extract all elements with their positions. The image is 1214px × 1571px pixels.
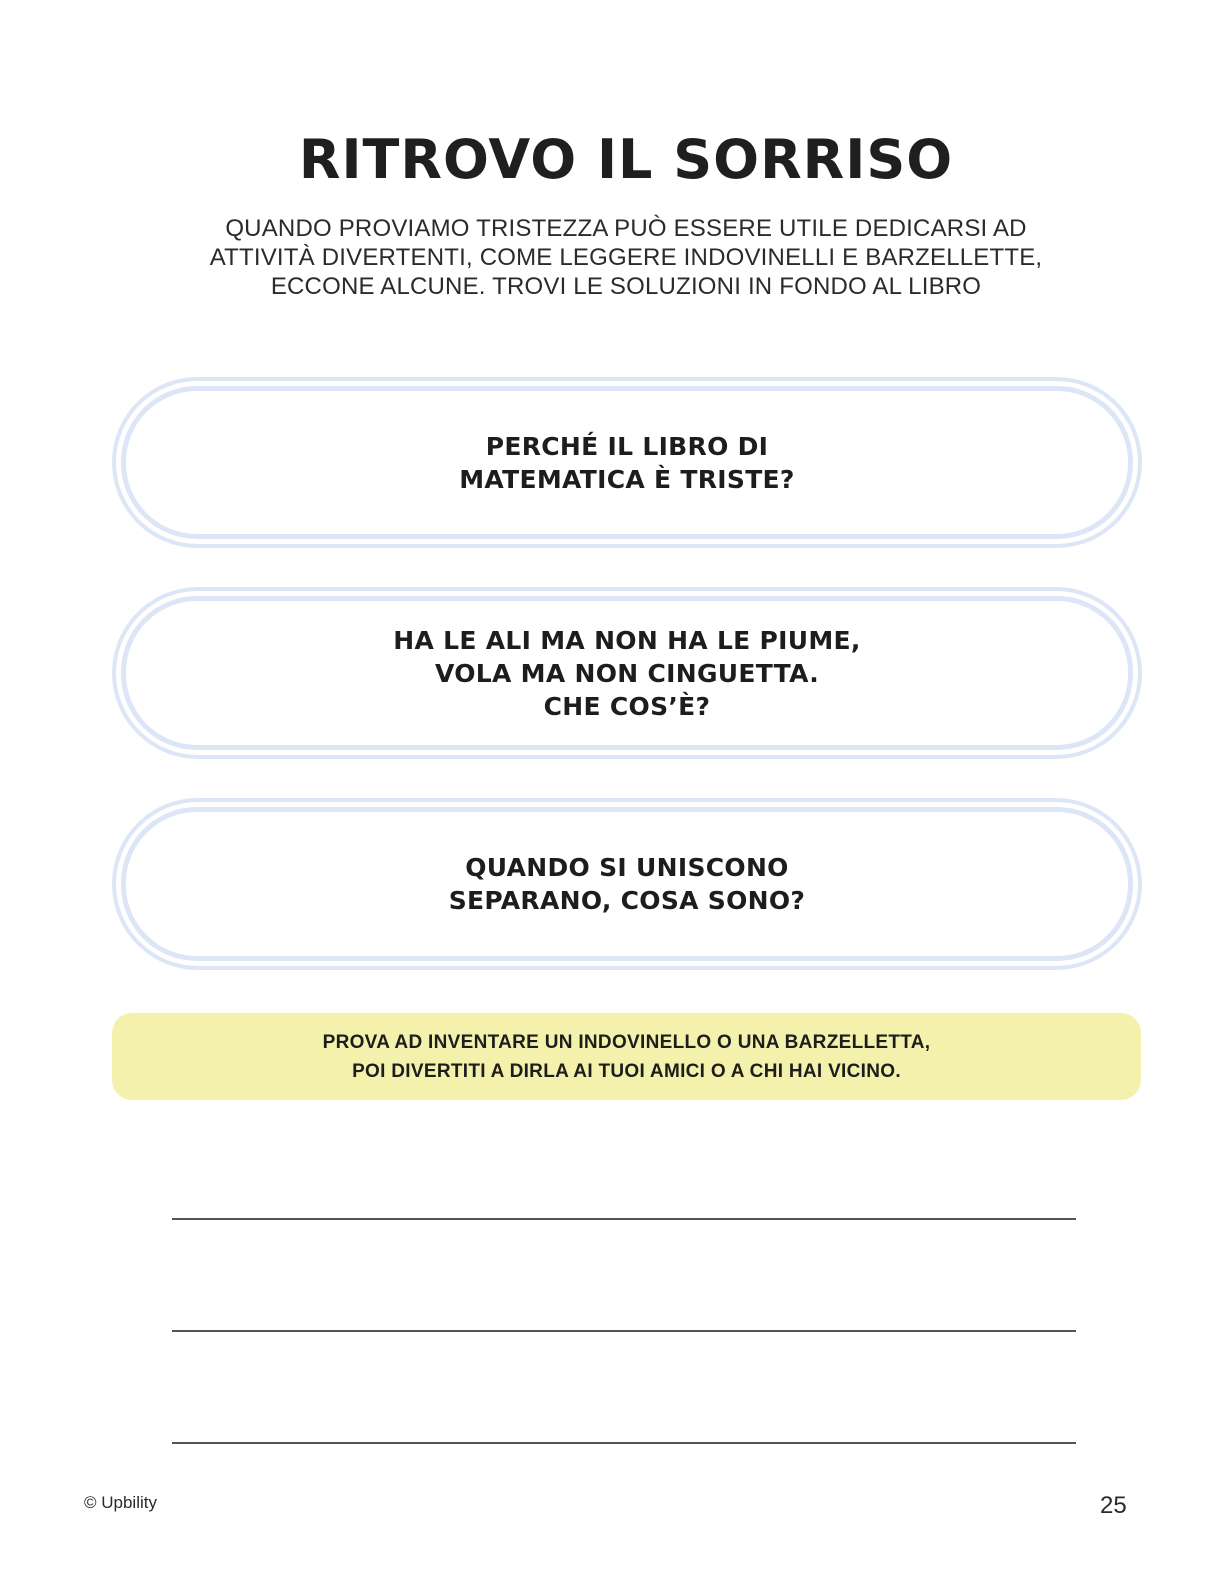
riddle-box-2	[112, 587, 1142, 759]
intro-line: QUANDO PROVIAMO TRISTEZZA PUÒ ESSERE UTILE DEDICARSI AD	[225, 215, 1027, 242]
riddle-inner-frame	[121, 596, 1133, 750]
tip-text-line: POI DIVERTITI A DIRLA AI TUOI AMICI O A CHI HAI VICINO.	[352, 1060, 901, 1082]
tip-text-line: PROVA AD INVENTARE UN INDOVINELLO O UNA BARZELLETTA,	[322, 1031, 931, 1053]
riddle-text-line: MATEMATICA È TRISTE?	[459, 464, 795, 494]
copyright-notice: © Upbility	[84, 1493, 157, 1512]
riddle-text-line: QUANDO SI UNISCONO	[465, 853, 789, 882]
riddle-text-line: HA LE ALI MA NON HA LE PIUME,	[393, 625, 861, 655]
tip-callout	[112, 1013, 1141, 1100]
riddle-text-line: PERCHÉ IL LIBRO DI	[485, 431, 769, 461]
riddle-inner-frame	[121, 807, 1133, 961]
riddle-box-3	[112, 798, 1142, 970]
riddle-box-1	[112, 377, 1142, 548]
writing-line-3[interactable]	[172, 1442, 1076, 1444]
intro-paragraph	[0, 214, 1214, 301]
page-number: 25	[1100, 1492, 1127, 1519]
writing-line-2[interactable]	[172, 1330, 1076, 1332]
writing-line-1[interactable]	[172, 1218, 1076, 1220]
intro-line: ECCONE ALCUNE. TROVI LE SOLUZIONI IN FONDO AL LIBRO	[270, 273, 982, 300]
intro-line: ATTIVITÀ DIVERTENTI, COME LEGGERE INDOVINELLI E BARZELLETTE,	[209, 244, 1043, 271]
riddle-text-line: VOLA MA NON CINGUETTA.	[435, 658, 819, 688]
riddle-inner-frame	[121, 386, 1133, 539]
page-title: RITROVO IL SORRISO	[298, 128, 954, 191]
riddle-text-line: SEPARANO, COSA SONO?	[448, 886, 806, 915]
riddle-text-line: CHE COS’È?	[543, 691, 711, 721]
